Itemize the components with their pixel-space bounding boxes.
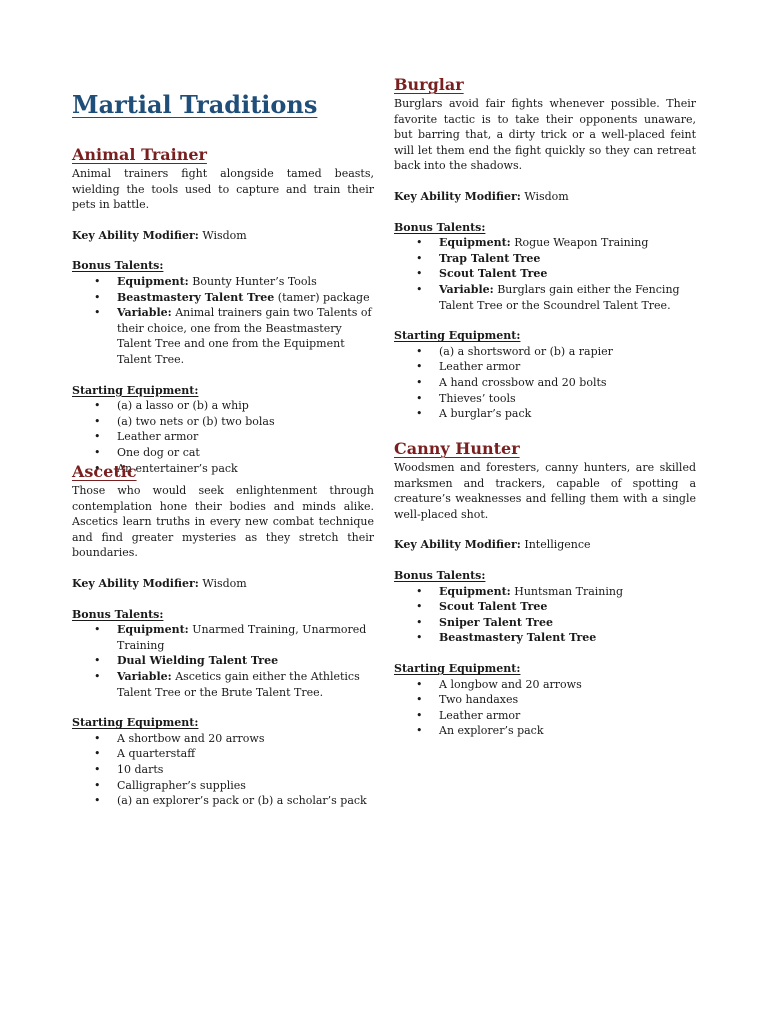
equipment-item: • A burglar’s pack xyxy=(394,406,696,422)
bonus-talents-heading: Bonus Talents: xyxy=(72,607,164,621)
equipment-item: • Leather armor xyxy=(72,429,374,445)
section-description: Woodsmen and foresters, canny hunters, are skilled marksmen and trackers, capable of spotting a creature’s weaknesses and felling them with a single well-placed shot. xyxy=(394,461,696,521)
equipment-item: • An entertainer’s pack xyxy=(72,461,374,477)
bonus-talent-item xyxy=(72,305,374,367)
equipment-item: • 10 darts xyxy=(72,762,374,778)
key-ability-label: Key Ability Modifier: xyxy=(72,576,199,590)
section xyxy=(394,438,696,739)
talent-detail: (tamer) package xyxy=(277,290,370,304)
talent-name: Variable: xyxy=(117,669,172,683)
equipment-item: • A hand crossbow and 20 bolts xyxy=(394,375,696,391)
starting-equipment-heading: Starting Equipment: xyxy=(394,661,521,675)
equipment-item: • A quarterstaff xyxy=(72,746,374,762)
talent-detail: Huntsman Training xyxy=(514,584,624,598)
bonus-talents-heading: Bonus Talents: xyxy=(72,259,164,273)
bonus-talent-item xyxy=(72,290,374,306)
section-title: Canny Hunter xyxy=(394,439,520,458)
section-description: Animal trainers fight alongside tamed beasts, wielding the tools used to capture and train their pets in battle. xyxy=(72,167,374,212)
starting-equipment-list xyxy=(394,344,696,422)
section xyxy=(394,74,696,422)
talent-detail: Animal trainers gain two Talents of their choice, one from the Beastmastery Talent Tree and one from the Equipment Talent Tree. xyxy=(117,306,372,366)
key-ability-modifier xyxy=(394,537,696,553)
equipment-item: • Leather armor xyxy=(394,708,696,724)
bonus-talent-item xyxy=(72,653,374,669)
talent-detail: Unarmed Training, Unarmored Training xyxy=(117,623,367,652)
bonus-talents-list xyxy=(394,235,696,313)
bonus-talent-item xyxy=(72,669,374,700)
starting-equipment-heading: Starting Equipment: xyxy=(394,329,521,343)
talent-detail: Rogue Weapon Training xyxy=(514,236,649,250)
equipment-item: • A longbow and 20 arrows xyxy=(394,677,696,693)
talent-detail: Ascetics gain either the Athletics Talent Tree or the Brute Talent Tree. xyxy=(117,669,360,699)
starting-equipment-heading: Starting Equipment: xyxy=(72,716,199,730)
equipment-item: • (a) an explorer’s pack or (b) a scholar’s pack xyxy=(72,793,374,809)
talent-name: Equipment: xyxy=(439,236,511,250)
key-ability-label: Key Ability Modifier: xyxy=(72,228,199,242)
talent-name: Variable: xyxy=(439,282,494,296)
equipment-item: • (a) a lasso or (b) a whip xyxy=(72,398,374,414)
talent-name: Equipment: xyxy=(117,274,189,288)
talent-name: Trap Talent Tree xyxy=(439,251,541,265)
talent-detail: Bounty Hunter’s Tools xyxy=(192,274,317,288)
talent-name: Beastmastery Talent Tree xyxy=(117,290,275,304)
starting-equipment-heading: Starting Equipment: xyxy=(72,383,199,397)
key-ability-value: Wisdom xyxy=(202,576,247,590)
section-description: Those who would seek enlightenment through contemplation hone their bodies and minds alike. Ascetics learn truths in every new combat technique and find greater mysteries as they stretch their boundaries. xyxy=(72,484,374,560)
section-title: Animal Trainer xyxy=(72,145,207,164)
talent-detail: Burglars gain either the Fencing Talent Tree or the Scoundrel Talent Tree. xyxy=(439,282,680,312)
equipment-item: • A shortbow and 20 arrows xyxy=(72,731,374,747)
equipment-item: • Leather armor xyxy=(394,359,696,375)
starting-equipment-list xyxy=(72,731,374,809)
key-ability-label: Key Ability Modifier: xyxy=(394,189,521,203)
section xyxy=(72,144,374,476)
equipment-item: • (a) a shortsword or (b) a rapier xyxy=(394,344,696,360)
bonus-talent-item xyxy=(72,274,374,290)
bonus-talent-item xyxy=(72,622,374,653)
talent-name: Scout Talent Tree xyxy=(439,267,548,281)
bonus-talent-item xyxy=(394,282,696,313)
section xyxy=(72,461,374,809)
bonus-talents-list xyxy=(394,584,696,646)
equipment-item: • (a) two nets or (b) two bolas xyxy=(72,414,374,430)
bonus-talents-list xyxy=(72,622,374,700)
key-ability-value: Wisdom xyxy=(202,228,247,242)
bonus-talent-item xyxy=(394,599,696,615)
section-description: Burglars avoid fair fights whenever possible. Their favorite tactic is to take their opponents unaware, but barring that, a dirty trick or a well-placed feint will let them end the fight quickly so they can retreat back into the shadows. xyxy=(394,97,696,173)
talent-name: Dual Wielding Talent Tree xyxy=(117,654,279,668)
equipment-item: • Calligrapher’s supplies xyxy=(72,778,374,794)
bonus-talent-item xyxy=(394,235,696,251)
section-title: Burglar xyxy=(394,75,464,94)
starting-equipment-list xyxy=(394,677,696,739)
bonus-talents-heading: Bonus Talents: xyxy=(394,568,486,582)
bonus-talent-item xyxy=(394,615,696,631)
talent-name: Scout Talent Tree xyxy=(439,600,548,614)
talent-name: Beastmastery Talent Tree xyxy=(439,631,597,645)
bonus-talent-item xyxy=(394,584,696,600)
section-title: Ascetic xyxy=(72,462,137,481)
key-ability-value: Intelligence xyxy=(524,538,591,552)
page-title: Martial Traditions xyxy=(72,90,318,119)
equipment-item: • Two handaxes xyxy=(394,692,696,708)
key-ability-modifier xyxy=(72,576,374,592)
talent-name: Variable: xyxy=(117,306,172,320)
bonus-talent-item xyxy=(394,251,696,267)
key-ability-label: Key Ability Modifier: xyxy=(394,538,521,552)
key-ability-modifier xyxy=(72,228,374,244)
bonus-talents-list xyxy=(72,274,374,368)
bonus-talent-item xyxy=(394,266,696,282)
equipment-item: • An explorer’s pack xyxy=(394,723,696,739)
key-ability-modifier xyxy=(394,189,696,205)
equipment-item: • One dog or cat xyxy=(72,445,374,461)
talent-name: Sniper Talent Tree xyxy=(439,615,553,629)
talent-name: Equipment: xyxy=(439,584,511,598)
bonus-talent-item xyxy=(394,630,696,646)
bonus-talents-heading: Bonus Talents: xyxy=(394,220,486,234)
equipment-item: • Thieves’ tools xyxy=(394,391,696,407)
talent-name: Equipment: xyxy=(117,623,189,637)
key-ability-value: Wisdom xyxy=(524,189,569,203)
